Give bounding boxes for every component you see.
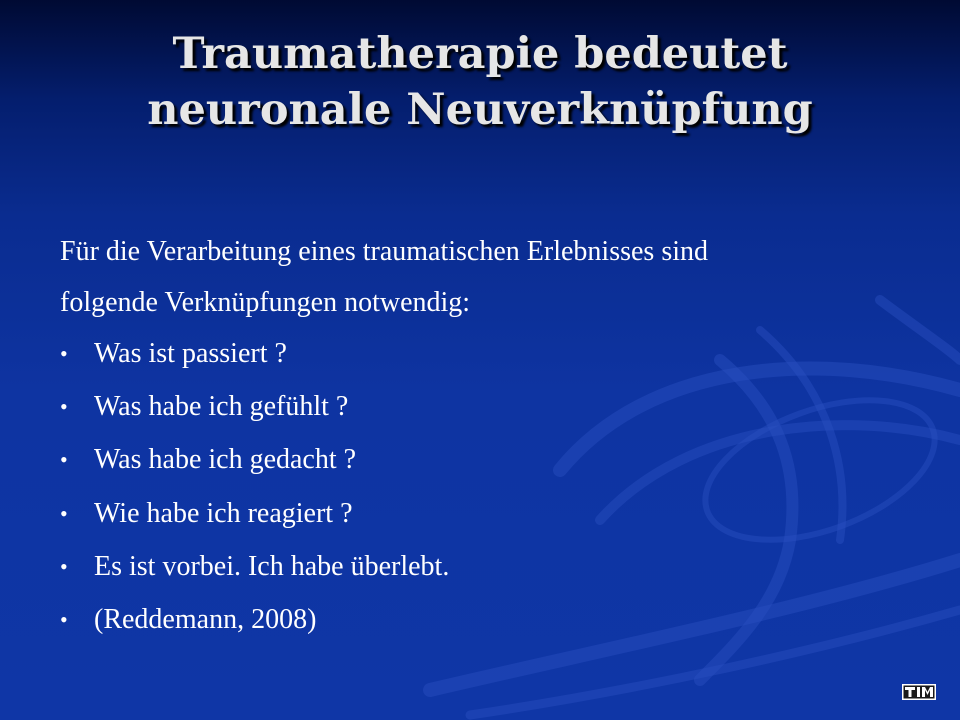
list-item <box>60 381 449 434</box>
bullet-dot: • <box>60 553 68 579</box>
title-line: Traumatherapie bedeutet <box>172 29 788 79</box>
bullet-dot: • <box>60 341 68 366</box>
bullet-text: Es ist vorbei. Ich habe überlebt. <box>94 550 450 582</box>
intro-text <box>60 226 920 328</box>
bullet-text: (Reddemann, 2008) <box>94 603 317 635</box>
slide-title <box>40 26 920 138</box>
list-item <box>60 488 449 541</box>
bullet-text: Wie habe ich reagiert ? <box>94 497 353 529</box>
bullet-dot: • <box>60 500 68 526</box>
bullet-dot: • <box>60 394 68 420</box>
title-line: neuronale Neuverknüpfung <box>147 85 813 135</box>
list-item <box>60 594 449 647</box>
bullet-text: Was habe ich gefühlt ? <box>94 391 349 423</box>
list-item <box>60 541 449 594</box>
bullet-text: Was ist passiert ? <box>94 338 287 369</box>
intro-line: Für die Verarbeitung eines traumatischen Erlebnisses sind <box>60 236 708 267</box>
bullet-dot: • <box>60 447 68 473</box>
tm-logo-icon <box>902 684 936 700</box>
bullet-list <box>60 328 449 647</box>
bullet-text: Was habe ich gedacht ? <box>94 444 357 476</box>
list-item <box>60 328 449 381</box>
bullet-dot: • <box>60 606 68 632</box>
intro-line: folgende Verknüpfungen notwendig: <box>60 287 471 318</box>
list-item <box>60 434 449 487</box>
